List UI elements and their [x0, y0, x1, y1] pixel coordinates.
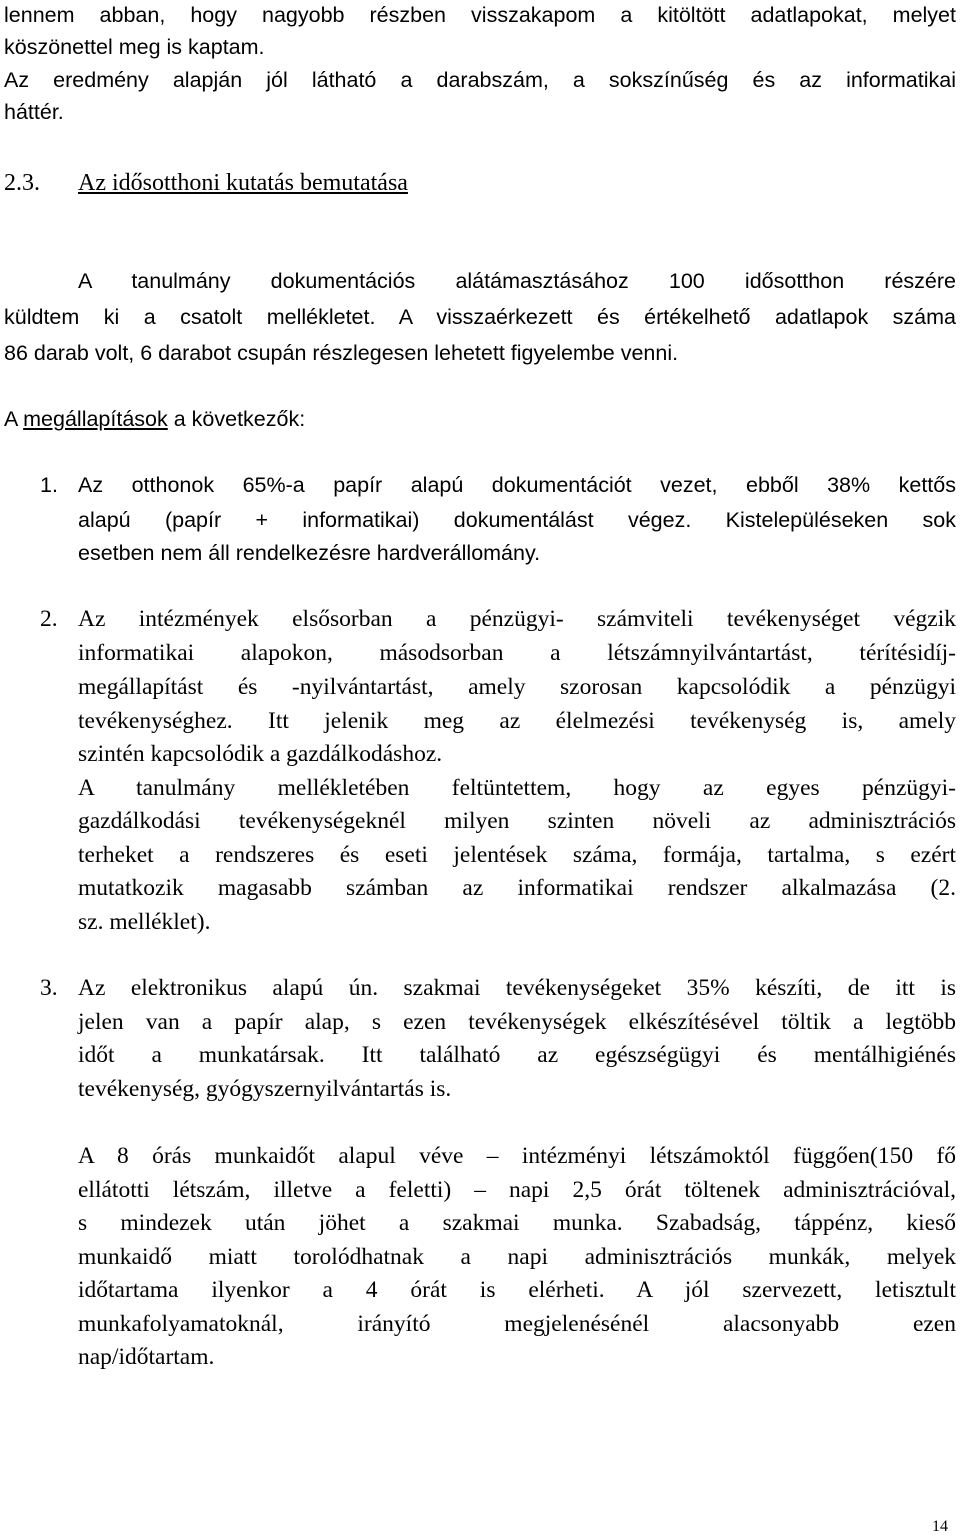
- list-item-line: Az intézmények elsősorban a pénzügyi- számviteli tevékenységet végzik: [78, 606, 956, 632]
- list-item-line: tevékenység, gyógyszernyilvántartás is.: [78, 1076, 452, 1102]
- list-item-line: megállapítást és -nyilvántartást, amely szorosan kapcsolódik a pénzügyi: [78, 674, 956, 700]
- list-number: 3.: [40, 975, 58, 1001]
- list-number: 1.: [40, 473, 58, 497]
- intro-line: háttér.: [4, 100, 64, 124]
- list-item-line: gazdálkodási tevékenységeknél milyen szinten növeli az adminisztrációs: [78, 808, 956, 834]
- list-item-line: időt a munkatársak. Itt található az egészségügyi és mentálhigiénés: [78, 1042, 956, 1068]
- paragraph-line: küldtem ki a csatolt mellékletet. A visszaérkezett és értékelhető adatlapok száma: [4, 305, 956, 329]
- paragraph-line: időtartama ilyenkor a 4 órát is elérheti. A jól szervezett, letisztult: [78, 1277, 956, 1303]
- list-item-line: A tanulmány mellékletében feltüntettem, hogy az egyes pénzügyi-: [78, 775, 956, 801]
- section-title: Az idősotthoni kutatás bemutatása: [78, 170, 408, 196]
- findings-prefix: A: [4, 407, 24, 431]
- page-number: 14: [932, 1518, 948, 1535]
- list-item-line: Az otthonok 65%-a papír alapú dokumentációt vezet, ebből 38% kettős: [78, 473, 956, 497]
- paragraph-line: munkafolyamatoknál, irányító megjelenésénél alacsonyabb ezen: [78, 1311, 956, 1337]
- paragraph-line: A tanulmány dokumentációs alátámasztásához 100 idősotthon részére: [78, 269, 956, 293]
- list-item-line: sz. melléklet).: [78, 909, 211, 935]
- list-item-line: szintén kapcsolódik a gazdálkodáshoz.: [78, 741, 443, 767]
- list-item-line: alapú (papír + informatikai) dokumentálást végez. Kistelepüléseken sok: [78, 508, 956, 532]
- findings-underlined: megállapítások: [23, 407, 168, 431]
- intro-line: lennem abban, hogy nagyobb részben visszakapom a kitöltött adatlapokat, melyet: [4, 3, 956, 27]
- list-item-line: Az elektronikus alapú ún. szakmai tevékenységeket 35% készíti, de itt is: [78, 975, 956, 1001]
- paragraph-line: A 8 órás munkaidőt alapul véve – intézményi létszámoktól függően(150 fő: [78, 1143, 956, 1169]
- findings-suffix: a következők:: [167, 407, 306, 431]
- paragraph-line: nap/időtartam.: [78, 1344, 215, 1370]
- list-number: 2.: [40, 606, 58, 632]
- section-heading: [4, 168, 408, 198]
- intro-line: Az eredmény alapján jól látható a darabszám, a sokszínűség és az informatikai: [4, 68, 956, 92]
- list-item-line: jelen van a papír alap, s ezen tevékenységek elkészítésével töltik a legtöbb: [78, 1009, 956, 1035]
- paragraph-line: 86 darab volt, 6 darabot csupán részlegesen lehetett figyelembe venni.: [4, 341, 679, 365]
- list-item-line: tevékenységhez. Itt jelenik meg az élelmezési tevékenység is, amely: [78, 708, 956, 734]
- section-number: 2.3.: [4, 170, 40, 196]
- paragraph-line: ellátotti létszám, illetve a feletti) – napi 2,5 órát töltenek adminisztrációval,: [78, 1177, 956, 1203]
- paragraph-line: munkaidő miatt torolódhatnak a napi adminisztrációs munkák, melyek: [78, 1244, 956, 1270]
- intro-line: köszönettel meg is kaptam.: [4, 35, 265, 59]
- list-item-line: informatikai alapokon, másodsorban a létszámnyilvántartást, térítésidíj-: [78, 640, 956, 666]
- paragraph-line: s mindezek után jöhet a szakmai munka. Szabadság, táppénz, kieső: [78, 1210, 956, 1236]
- list-item-line: terheket a rendszeres és eseti jelentések száma, formája, tartalma, s ezért: [78, 842, 956, 868]
- list-item-line: esetben nem áll rendelkezésre hardverállomány.: [78, 541, 541, 565]
- findings-intro: [4, 404, 305, 434]
- list-item-line: mutatkozik magasabb számban az informatikai rendszer alkalmazása (2.: [78, 875, 956, 901]
